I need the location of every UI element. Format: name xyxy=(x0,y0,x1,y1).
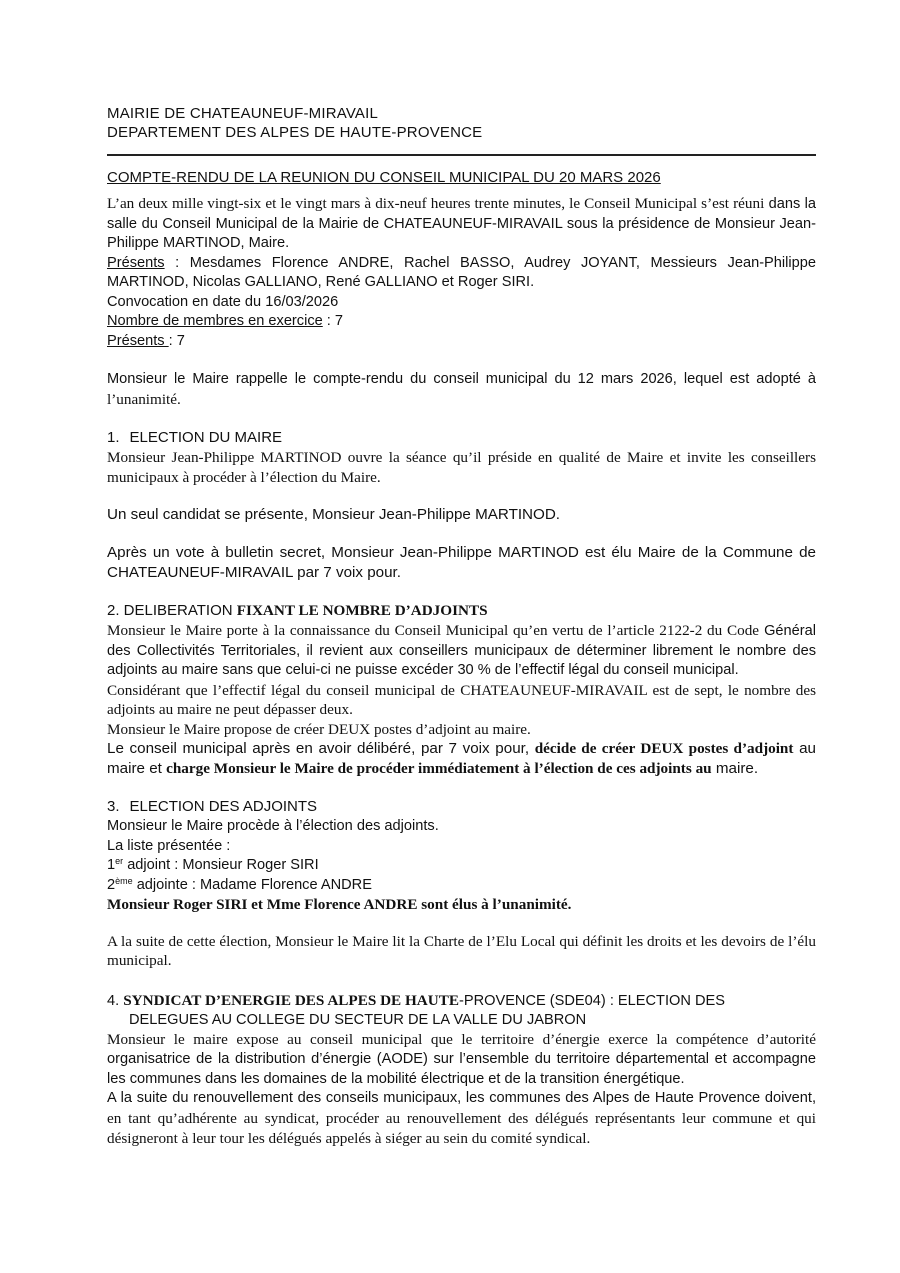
header-line-1: MAIRIE DE CHATEAUNEUF-MIRAVAIL xyxy=(107,105,379,122)
section-2-text-4b: décide de créer DEUX postes d’adjoint xyxy=(534,740,794,757)
section-4-text-2a: A la suite du renouvellement des conseils municipaux, les communes des Alpes de Haute Provence doivent, xyxy=(107,1090,816,1106)
section-2-text-4e: maire. xyxy=(711,760,759,777)
section-4-paragraph-1 xyxy=(107,1030,816,1090)
section-4-heading xyxy=(107,991,816,1030)
mairie-header xyxy=(107,104,816,142)
section-1-paragraph-1: Monsieur Jean-Philippe MARTINOD ouvre la séance qu’il préside en qualité de Maire et invite les conseillers municipaux à procéder à l’élection du Maire. xyxy=(107,449,816,486)
document-title: COMPTE-RENDU DE LA REUNION DU CONSEIL MUNICIPAL DU 20 MARS 2026 xyxy=(107,169,661,186)
adjoint-2-line xyxy=(107,876,816,896)
section-1-heading xyxy=(107,428,816,448)
membres-line xyxy=(107,312,816,332)
section-3-title: ELECTION DES ADJOINTS xyxy=(129,798,318,815)
section-1-title: ELECTION DU MAIRE xyxy=(129,429,283,446)
presents-list: : Mesdames Florence ANDRE, Rachel BASSO, Audrey JOYANT, Messieurs Jean-Philippe MARTINOD, Nicolas GALLIANO, René GALLIANO et Roger SIRI. xyxy=(107,254,816,290)
section-2-paragraph-3: Monsieur le Maire propose de créer DEUX postes d’adjoint au maire. xyxy=(107,720,531,738)
adjoint-2-text: adjointe : Madame Florence ANDRE xyxy=(132,876,372,893)
section-3-paragraph-3: A la suite de cette élection, Monsieur le Maire lit la Charte de l’Elu Local qui définit les droits et les devoirs de l’élu municipal. xyxy=(107,932,816,969)
section-4-number: 4. xyxy=(107,992,120,1009)
presents-line xyxy=(107,254,816,293)
rappel-paragraph xyxy=(107,370,816,410)
section-2-heading xyxy=(107,601,816,621)
presents-count-label: Présents xyxy=(107,332,169,349)
section-3-result: Monsieur Roger SIRI et Mme Florence ANDRE sont élus à l’unanimité. xyxy=(107,896,572,913)
section-4-title-a: SYNDICAT D’ENERGIE DES ALPES DE HAUTE xyxy=(123,991,459,1009)
section-1-paragraph-3: Après un vote à bulletin secret, Monsieur Jean-Philippe MARTINOD est élu Maire de la Commune de CHATEAUNEUF-MIRAVAIL par 7 voix pour. xyxy=(107,544,816,581)
header-divider xyxy=(107,154,816,156)
convocation-line: Convocation en date du 16/03/2026 xyxy=(107,293,339,310)
presents-count-value: : 7 xyxy=(168,332,185,349)
adjoint-1-rank: 1 xyxy=(107,857,116,873)
rappel-text-2: l’unanimité. xyxy=(107,390,181,408)
section-3-paragraph-1: Monsieur le Maire procède à l’élection des adjoints. xyxy=(107,818,439,834)
section-2-text-4c: au maire et xyxy=(107,740,816,777)
section-4-paragraph-2 xyxy=(107,1089,816,1150)
section-2-paragraph-2: Considérant que l’effectif légal du conseil municipal de CHATEAUNEUF-MIRAVAIL est de sept, le nombre des adjoints au maire ne peut dépasser deux. xyxy=(107,681,816,718)
section-4-text-1a: Monsieur le maire expose au conseil municipal que le territoire d’énergie exerce la compétence d’autorité xyxy=(107,1030,816,1048)
adjoint-2-suffix: ème xyxy=(115,875,133,886)
intro-text-2: dans la salle du Conseil Municipal de la Mairie de CHATEAUNEUF-MIRAVAIL sous la présidence de Monsieur Jean-Philippe MARTINOD, Maire. xyxy=(107,196,817,251)
section-2-text-1a: Monsieur le Maire porte à la connaissance du Conseil Municipal qu’en vertu de l’article 2122-2 du Code xyxy=(107,622,760,639)
adjoint-1-text: adjoint : Monsieur Roger SIRI xyxy=(123,857,319,873)
section-4-text-1b: organisatrice de la distribution d’énergie (AODE) sur l’ensemble du territoire départemental et accompagne les communes dans les domaines de la mobilité électrique et de la transition énergétique. xyxy=(107,1051,816,1087)
section-4-text-2b: en tant qu’adhérente au syndicat, procéder au renouvellement des délégués représentants leur commune et qui désigneront à leur tour les délégués appelés à siéger au sein du comité syndical. xyxy=(107,1109,816,1147)
section-3-number: 3. xyxy=(107,798,120,815)
section-3-heading xyxy=(107,797,816,817)
document-page xyxy=(107,104,816,1150)
section-1-number: 1. xyxy=(107,429,120,446)
membres-value: : 7 xyxy=(322,313,344,329)
section-4-title-b: -PROVENCE (SDE04) : ELECTION DES xyxy=(458,992,725,1009)
intro-paragraph xyxy=(107,194,816,254)
adjoint-1-line xyxy=(107,856,816,876)
section-3-list-intro: La liste présentée : xyxy=(107,837,231,854)
presents-count-line xyxy=(107,332,816,352)
adjoint-1-suffix: er xyxy=(115,856,124,866)
section-2-title-a: 2. DELIBERATION xyxy=(107,602,237,619)
section-2-text-1b: Général des Collectivités Territoriales, il revient aux conseillers municipaux de déterminer librement le nombre des adjoints au maire sans que celui-ci ne puisse excéder 30 % de l’effectif légal du conseil municipal. xyxy=(107,623,816,678)
section-1-paragraph-2: Un seul candidat se présente, Monsieur Jean-Philippe MARTINOD. xyxy=(107,506,561,523)
section-2-title-b: FIXANT LE NOMBRE D’ADJOINTS xyxy=(236,602,488,619)
header-line-2: DEPARTEMENT DES ALPES DE HAUTE-PROVENCE xyxy=(107,124,483,141)
adjoint-2-rank: 2 xyxy=(107,876,116,893)
section-4-title-c: DELEGUES AU COLLEGE DU SECTEUR DE LA VALLE DU JABRON xyxy=(129,1011,587,1028)
section-2-paragraph-1 xyxy=(107,621,816,681)
section-2-text-4d: charge Monsieur le Maire de procéder immédiatement à l’élection de ces adjoints au xyxy=(166,760,712,777)
membres-label: Nombre de membres en exercice xyxy=(107,313,323,329)
intro-text-1: L’an deux mille vingt-six et le vingt mars à dix-neuf heures trente minutes, le Conseil Municipal s’est réuni xyxy=(107,195,765,212)
section-2-text-4a: Le conseil municipal après en avoir délibéré, par 7 voix pour, xyxy=(107,740,535,757)
presents-label: Présents xyxy=(107,254,165,271)
section-2-paragraph-4 xyxy=(107,739,816,779)
rappel-text-1: Monsieur le Maire rappelle le compte-rendu du conseil municipal du 12 mars 2026, lequel est adopté à xyxy=(107,371,816,387)
